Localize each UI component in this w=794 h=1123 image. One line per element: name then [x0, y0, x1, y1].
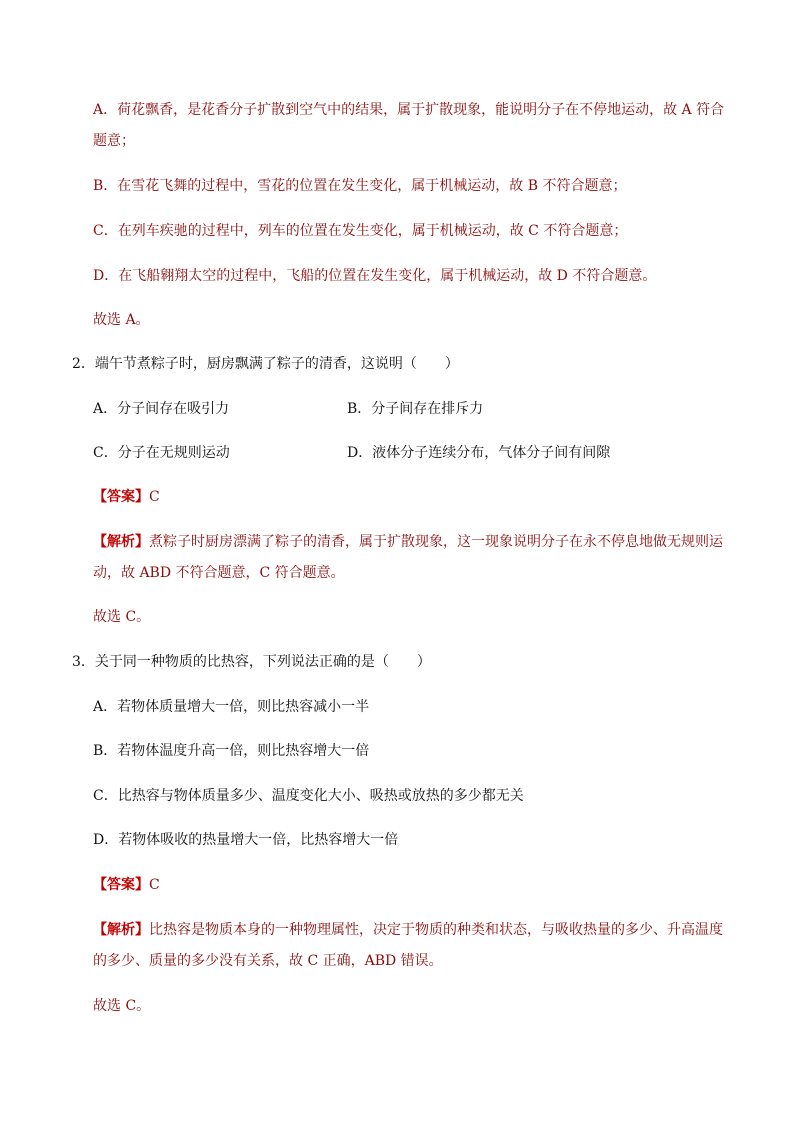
q1-explanation-a-line2: 题意；	[93, 133, 135, 149]
q2-analysis-line1	[93, 531, 723, 553]
q3-answer-tag: 【答案】	[93, 877, 149, 893]
q3-stem: 3．关于同一种物质的比热容，下列说法正确的是（ ）	[72, 654, 431, 670]
q2-option-a: A．分子间存在吸引力	[93, 401, 230, 417]
q1-explanation-b: B．在雪花飞舞的过程中，雪花的位置在发生变化，属于机械运动，故 B 不符合题意；	[93, 178, 627, 194]
q2-option-d: D．液体分子连续分布，气体分子间有间隙	[347, 445, 611, 461]
q3-analysis-line1	[93, 919, 723, 941]
q2-answer	[93, 486, 160, 508]
q3-answer	[93, 874, 160, 896]
q1-explanation-d: D．在飞船翱翔太空的过程中，飞船的位置在发生变化，属于机械运动，故 D 不符合题意。	[93, 268, 657, 284]
q1-conclusion: 故选 A。	[93, 312, 150, 328]
q2-analysis-text1: 煮粽子时厨房漂满了粽子的清香，属于扩散现象，这一现象说明分子在永不停息地做无规则运	[149, 534, 723, 550]
q1-explanation-a-line1: A．荷花飘香，是花香分子扩散到空气中的结果，属于扩散现象，能说明分子在不停地运动，故 A 符合	[93, 102, 725, 118]
q3-analysis-line2: 的多少、质量的多少没有关系，故 C 正确，ABD 错误。	[93, 953, 443, 969]
q2-answer-value: C	[149, 489, 160, 505]
q2-answer-tag: 【答案】	[93, 489, 149, 505]
q2-stem: 2．端午节煮粽子时，厨房飘满了粽子的清香，这说明（ ）	[72, 356, 459, 372]
q2-analysis-line2: 动，故 ABD 不符合题意，C 符合题意。	[93, 565, 345, 581]
q1-explanation-c: C．在列车疾驰的过程中，列车的位置在发生变化，属于机械运动，故 C 不符合题意；	[93, 223, 628, 239]
q3-answer-value: C	[149, 877, 160, 893]
q2-option-b: B．分子间存在排斥力	[347, 401, 484, 417]
q3-analysis-text1: 比热容是物质本身的一种物理属性，决定于物质的种类和状态，与吸收热量的多少、升高温度	[149, 922, 723, 938]
q3-option-b: B．若物体温度升高一倍，则比热容增大一倍	[93, 743, 370, 759]
q2-option-c: C．分子在无规则运动	[93, 445, 230, 461]
q3-option-d: D．若物体吸收的热量增大一倍，比热容增大一倍	[93, 832, 399, 848]
q2-conclusion: 故选 C。	[93, 609, 151, 625]
q3-analysis-tag: 【解析】	[93, 922, 149, 938]
q2-analysis-tag: 【解析】	[93, 534, 149, 550]
q3-conclusion: 故选 C。	[93, 998, 151, 1014]
q3-option-c: C．比热容与物体质量多少、温度变化大小、吸热或放热的多少都无关	[93, 788, 524, 804]
q3-option-a: A．若物体质量增大一倍，则比热容减小一半	[93, 699, 370, 715]
